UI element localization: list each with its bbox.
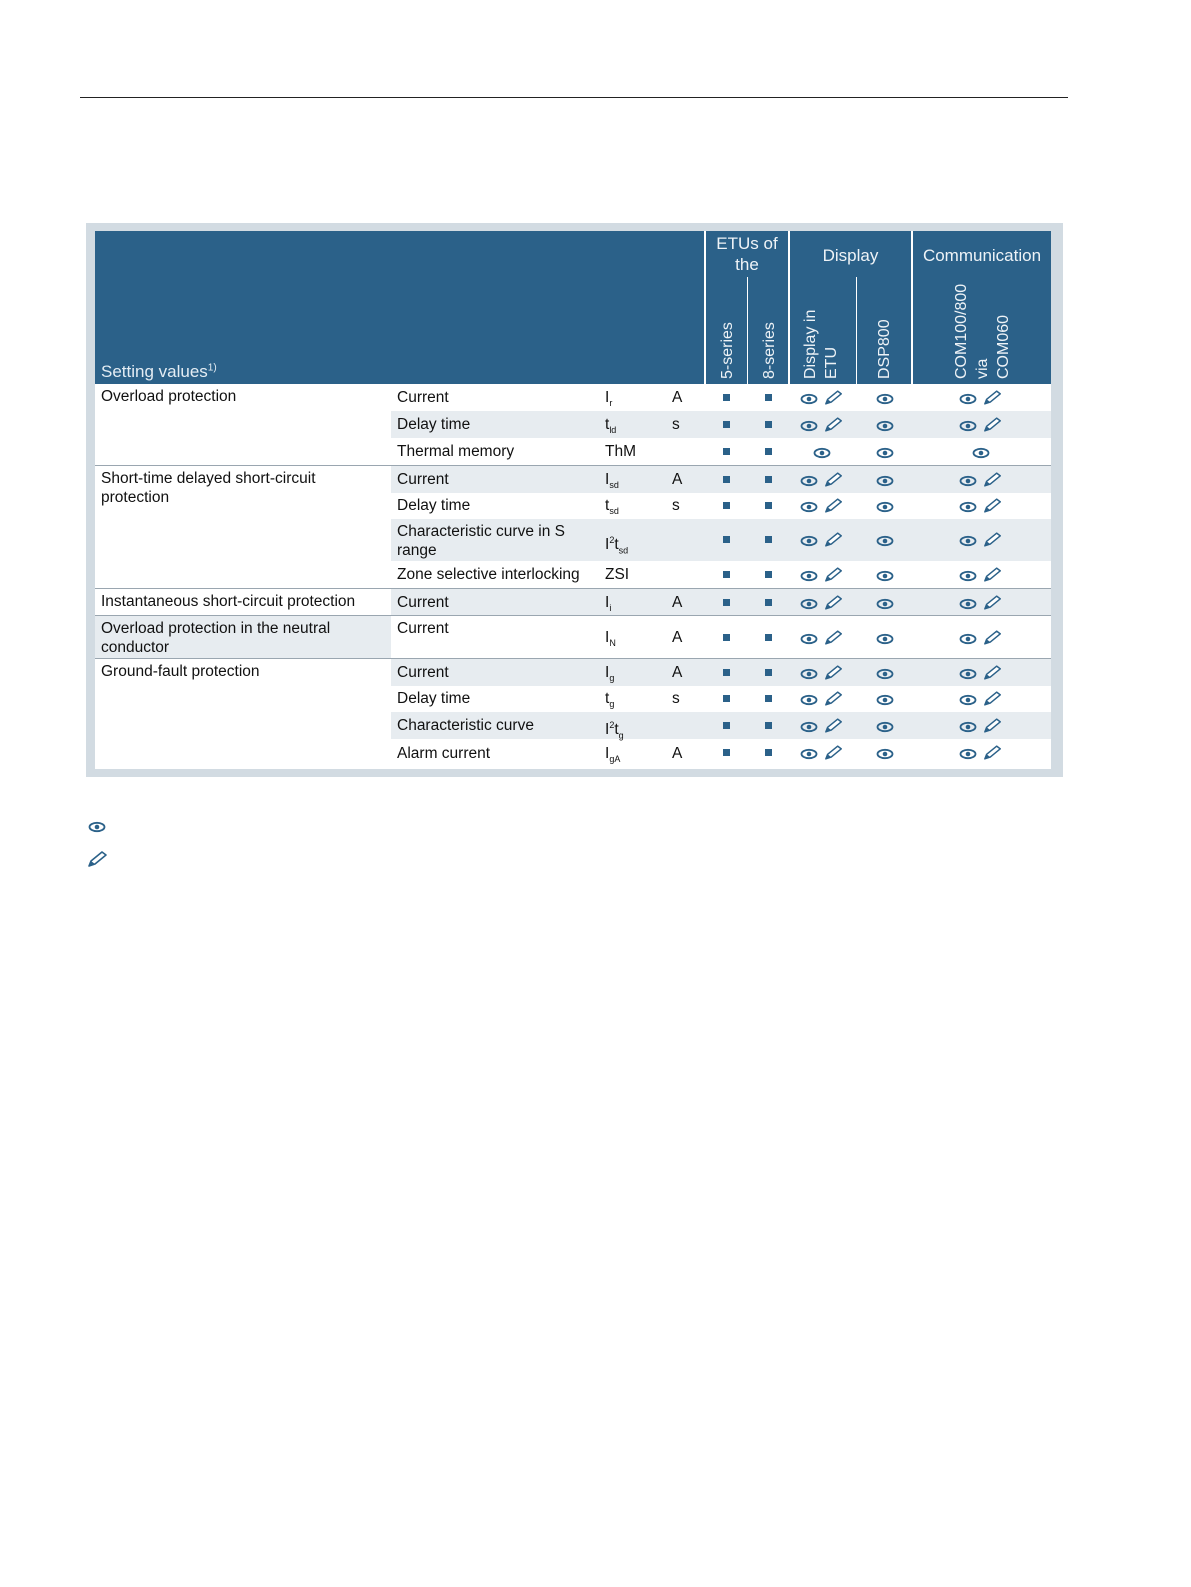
availability-mark [723,571,730,578]
col-dsp800: DSP800 [876,319,893,379]
pencil-icon [824,664,844,686]
eye-icon [876,419,894,437]
param-name: Current [397,620,449,637]
param-unit: A [672,389,683,406]
availability-mark [723,749,730,756]
pencil-icon [983,416,1003,438]
eye-icon [800,500,818,518]
eye-icon [800,392,818,410]
eye-icon [959,667,977,685]
availability-mark [765,669,772,676]
availability-mark [723,448,730,455]
table-header [95,231,1051,384]
eye-icon [800,747,818,765]
pencil-icon [824,629,844,651]
param-name: Current [397,471,449,488]
availability-mark [765,722,772,729]
availability-mark [723,634,730,641]
col-com: COM100/800 via COM060 [953,283,1012,379]
group-cell [95,658,391,768]
legend-pencil-icon [87,850,109,873]
eye-icon [959,534,977,552]
eye-icon [959,597,977,615]
param-unit: s [672,497,680,514]
eye-icon [959,392,977,410]
availability-mark [723,722,730,729]
param-unit: A [672,629,683,646]
group-name: Instantaneous short-circuit protection [101,593,356,610]
legend-eye-icon [88,820,106,839]
header-subseparator [856,277,858,384]
param-unit: A [672,664,683,681]
eye-icon [800,632,818,650]
availability-mark [765,448,772,455]
param-name: Delay time [397,690,471,707]
eye-icon [800,720,818,738]
eye-icon [800,693,818,711]
pencil-icon [824,566,844,588]
availability-mark [765,502,772,509]
settings-table [95,231,1051,769]
param-symbol: $I^2t_{sd}$ [605,534,629,555]
pencil-icon [983,594,1003,616]
group-cell [95,615,391,659]
pencil-icon [983,664,1003,686]
pencil-icon [824,416,844,438]
group-cell [95,588,391,616]
param-name: Alarm current [397,744,491,762]
corner-label-text: Setting values [101,362,208,381]
eye-icon [800,534,818,552]
pencil-icon [983,717,1003,739]
eye-icon [876,693,894,711]
group-communication: Communication [922,246,1042,265]
group-name: Overload protection in the neutral conductor [101,620,331,656]
param-symbol: $I_{sd}$ [605,471,619,491]
eye-icon [876,534,894,552]
col-display-in-etu: Display in ETU [802,309,840,379]
availability-mark [723,536,730,543]
availability-mark [723,599,730,606]
param-name: Zone selective interlocking [397,566,580,583]
eye-icon [876,632,894,650]
param-unit: A [672,744,683,762]
availability-mark [723,476,730,483]
eye-icon [876,474,894,492]
pencil-icon [983,497,1003,519]
param-symbol: $I_N$ [605,629,616,649]
pencil-icon [824,531,844,553]
pencil-icon [983,471,1003,493]
eye-icon [876,597,894,615]
pencil-icon [824,744,844,766]
eye-icon [876,500,894,518]
availability-mark [723,669,730,676]
pencil-icon [824,389,844,411]
eye-icon [876,667,894,685]
param-unit: A [672,594,683,611]
param-symbol: $I_{gA}$ [605,744,621,764]
pencil-icon [983,744,1003,766]
corner-footnote: 1) [207,362,217,374]
pencil-icon [824,471,844,493]
eye-icon [959,632,977,650]
eye-icon [800,667,818,685]
eye-icon [800,419,818,437]
group-name: Ground-fault protection [101,663,260,680]
group-name: Overload protection [101,388,237,405]
param-name: Current [397,389,449,406]
eye-icon [800,569,818,587]
param-name: Delay time [397,497,471,514]
corner-label [101,362,217,382]
param-symbol: ThM [605,443,636,460]
availability-mark [765,421,772,428]
eye-icon [959,500,977,518]
eye-icon [800,597,818,615]
param-symbol: $t_{ld}$ [605,416,617,436]
pencil-icon [824,594,844,616]
availability-mark [765,571,772,578]
availability-mark [765,476,772,483]
param-symbol: $I_r$ [605,389,613,409]
pencil-icon [824,717,844,739]
param-symbol: $t_g$ [605,690,615,710]
header-subseparator [747,277,749,384]
param-symbol: $I^2t_g$ [605,720,624,741]
param-unit: s [672,690,680,707]
param-name: Characteristic curve [397,717,534,734]
availability-mark [723,421,730,428]
pencil-icon [983,389,1003,411]
eye-icon [959,720,977,738]
pencil-icon [983,531,1003,553]
pencil-icon [983,690,1003,712]
availability-mark [765,394,772,401]
eye-icon [959,693,977,711]
param-unit: A [672,471,683,488]
availability-mark [723,502,730,509]
group-display: Display [822,246,879,265]
param-symbol: $I_g$ [605,664,615,684]
eye-icon [972,446,990,464]
param-unit: s [672,416,680,433]
availability-mark [765,536,772,543]
eye-icon [876,446,894,464]
param-name: Current [397,594,449,611]
eye-icon [959,747,977,765]
pencil-icon [824,690,844,712]
eye-icon [959,474,977,492]
col-5-series: 5-series [719,322,736,379]
group-cell [95,384,391,465]
param-symbol: $I_i$ [605,594,612,614]
availability-mark [765,599,772,606]
param-symbol: $t_{sd}$ [605,497,619,517]
col-8-series: 8-series [761,322,778,379]
group-name: Short-time delayed short-circuit protection [101,470,316,506]
param-name: Thermal memory [397,443,515,460]
eye-icon [876,747,894,765]
pencil-icon [824,497,844,519]
eye-icon [876,569,894,587]
group-cell [95,465,391,589]
eye-icon [959,569,977,587]
param-symbol: ZSI [605,566,630,583]
param-name: Current [397,664,449,681]
pencil-icon [983,629,1003,651]
availability-mark [765,749,772,756]
param-name: Characteristic curve in S range [397,523,565,559]
eye-icon [959,419,977,437]
eye-icon [876,720,894,738]
availability-mark [765,634,772,641]
availability-mark [723,394,730,401]
page-top-rule [80,97,1068,98]
eye-icon [813,446,831,464]
eye-icon [800,474,818,492]
availability-mark [765,695,772,702]
pencil-icon [983,566,1003,588]
eye-icon [876,392,894,410]
param-name: Delay time [397,416,471,433]
group-etus: ETUs of the [716,234,778,274]
availability-mark [723,695,730,702]
